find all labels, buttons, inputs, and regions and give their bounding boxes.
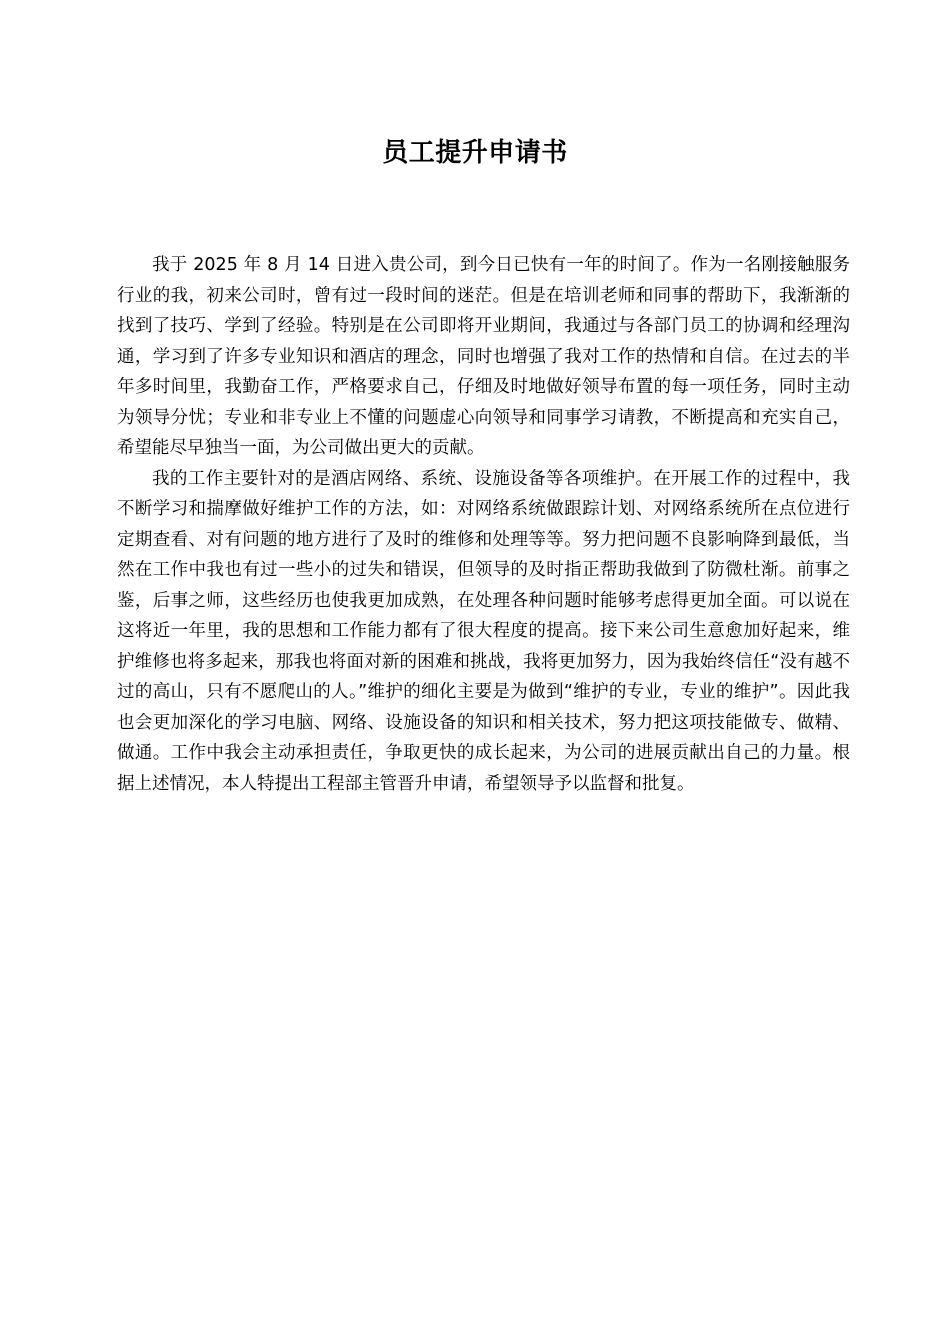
document-title: 员工提升申请书 xyxy=(382,138,568,168)
document-body xyxy=(117,250,850,799)
body-paragraph: 我于 2025 年 8 月 14 日进入贵公司，到今日已快有一年的时间了。作为一名刚接触服务行业的我，初来公司时，曾有过一段时间的迷茫。但是在培训老师和同事的帮助下，我渐渐的找到了技巧、学到了经验。特别是在公司即将开业期间，我通过与各部门员工的协调和经理沟通，学习到了许多专业知识和酒店的理念，同时也增强了我对工作的热情和自信。在过去的半年多时间里，我勤奋工作，严格要求自己，仔细及时地做好领导布置的每一项任务，同时主动为领导分忧；专业和非专业上不懂的问题虚心向领导和同事学习请教，不断提高和充实自己，希望能尽早独当一面，为公司做出更大的贡献。 xyxy=(117,255,850,458)
body-paragraph: 我的工作主要针对的是酒店网络、系统、设施设备等各项维护。在开展工作的过程中，我不断学习和揣摩做好维护工作的方法，如：对网络系统做跟踪计划、对网络系统所在点位进行定期查看、对有问题的地方进行了及时的维修和处理等等。努力把问题不良影响降到最低，当然在工作中我也有过一些小的过失和错误，但领导的及时指正帮助我做到了防微杜渐。前事之鉴，后事之师，这些经历也使我更加成熟，在处理各种问题时能够考虑得更加全面。可以说在这将近一年里，我的思想和工作能力都有了很大程度的提高。接下来公司生意愈加好起来，维护维修也将多起来，那我也将面对新的困难和挑战，我将更加努力，因为我始终信任“没有越不过的高山，只有不愿爬山的人。”维护的细化主要是为做到“维护的专业，专业的维护”。因此我也会更加深化的学习电脑、网络、设施设备的知识和相关技术，努力把这项技能做专、做精、做通。工作中我会主动承担责任，争取更快的成长起来，为公司的进展贡献出自己的力量。根据上述情况，本人特提出工程部主管晋升申请，希望领导予以监督和批复。 xyxy=(117,468,850,794)
